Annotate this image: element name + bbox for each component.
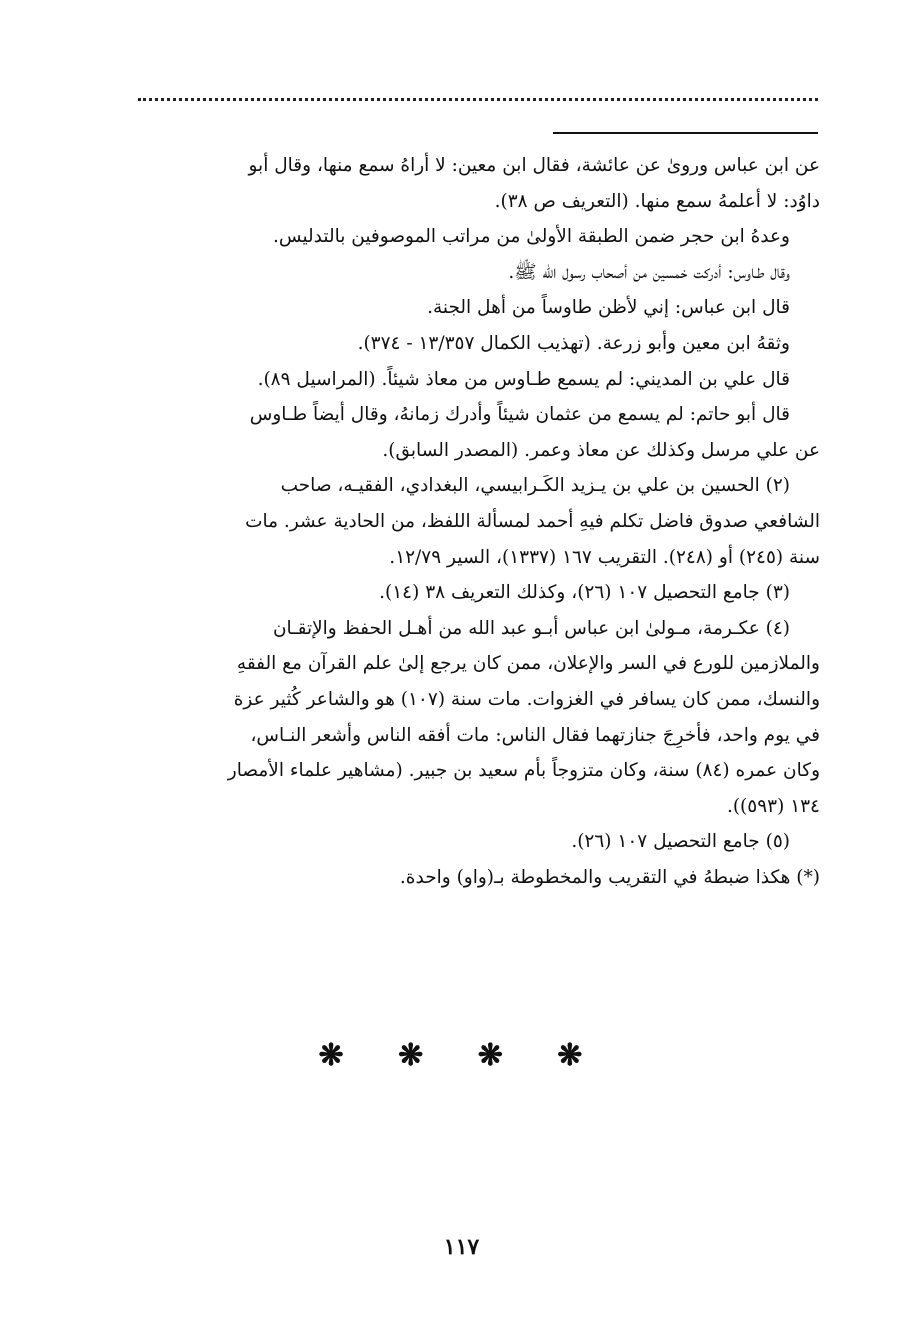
page-number: ١١٧ bbox=[443, 1234, 480, 1260]
footnotes-section bbox=[132, 148, 820, 895]
footnote-line: (٣) جامع التحصيل ١٠٧ (٢٦)، وكذلك التعريف ٣٨ (١٤). bbox=[379, 582, 790, 604]
footnote-line: (*) هكذا ضبطهُ في التقريب والمخطوطة بـ(واو) واحدة. bbox=[399, 866, 820, 888]
footnote-line: وقال طـاوس: أدركت خمسين من أصحاب رسول الله ﷺ. bbox=[508, 261, 790, 283]
footnote-line: والنسك، ممن كان يسافر في الغزوات. مات سنة (١٠٧) هو والشاعر كُثير عزة bbox=[233, 688, 820, 710]
footnote-line: ١٣٤ (٥٩٣)). bbox=[726, 795, 820, 817]
footnote-line: قال ابن عباس: إني لأظن طاوساً من أهل الجنة. bbox=[427, 297, 790, 319]
footnote-line: وكان عمره (٨٤) سنة، وكان متزوجاً بأم سعيد بن جبير. (مشاهير علماء الأمصار bbox=[227, 760, 820, 782]
footnote-line: عن علي مرسل وكذلك عن معاذ وعمر. (المصدر السابق). bbox=[382, 439, 820, 461]
section-end-ornament: ❋ ❋ ❋ ❋ bbox=[318, 1038, 605, 1073]
header-dotted-rule bbox=[138, 98, 818, 101]
footnote-line: داوُد: لا أعلمهُ سمع منها. (التعريف ص ٣٨). bbox=[494, 190, 820, 212]
footnote-line: وثقهُ ابن معين وأبو زرعة. (تهذيب الكمال ١٣/٣٥٧ - ٣٧٤). bbox=[357, 332, 790, 354]
footnote-line: (٤) عكـرمة، مـولىٰ ابن عباس أبـو عبد الله من أهـل الحفظ والإتقـان bbox=[272, 617, 790, 639]
footnote-line: قال أبو حاتم: لم يسمع من عثمان شيئاً وأدرك زمانهُ، وقال أيضاً طـاوس bbox=[249, 404, 790, 426]
footnote-line: (٢) الحسين بن علي بن يـزيد الكَـرابيسي، البغدادي، الفقيـه، صاحب bbox=[280, 475, 790, 497]
footnote-line: الشافعي صدوق فاضل تكلم فيهِ أحمد لمسألة اللفظ، من الحادية عشر. مات bbox=[245, 510, 820, 532]
footnote-line: (٥) جامع التحصيل ١٠٧ (٢٦). bbox=[571, 831, 790, 853]
footnote-line: سنة (٢٤٥) أو (٢٤٨). التقريب ١٦٧ (١٣٣٧)، السير ١٢/٧٩. bbox=[389, 546, 820, 568]
footnote-line: قال علي بن المديني: لم يسمع طـاوس من معاذ شيئاً. (المراسيل ٨٩). bbox=[257, 368, 790, 390]
footnote-separator-rule bbox=[553, 132, 818, 134]
footnote-line: عن ابن عباس وروىٰ عن عائشة، فقال ابن معين: لا أراهُ سمع منها، وقال أبو bbox=[248, 155, 820, 176]
footnote-line: والملازمين للورع في السر والإعلان، ممن كان يرجع إلىٰ علم القرآن مع الفقهِ bbox=[236, 653, 820, 675]
footnote-line: وعدهُ ابن حجر ضمن الطبقة الأولىٰ من مراتب الموصوفين بالتدليس. bbox=[272, 226, 790, 248]
footnote-line: في يوم واحد، فأخرِجَ جنازتهما فقال الناس: مات أفقه الناس وأشعر النـاس، bbox=[250, 724, 820, 746]
